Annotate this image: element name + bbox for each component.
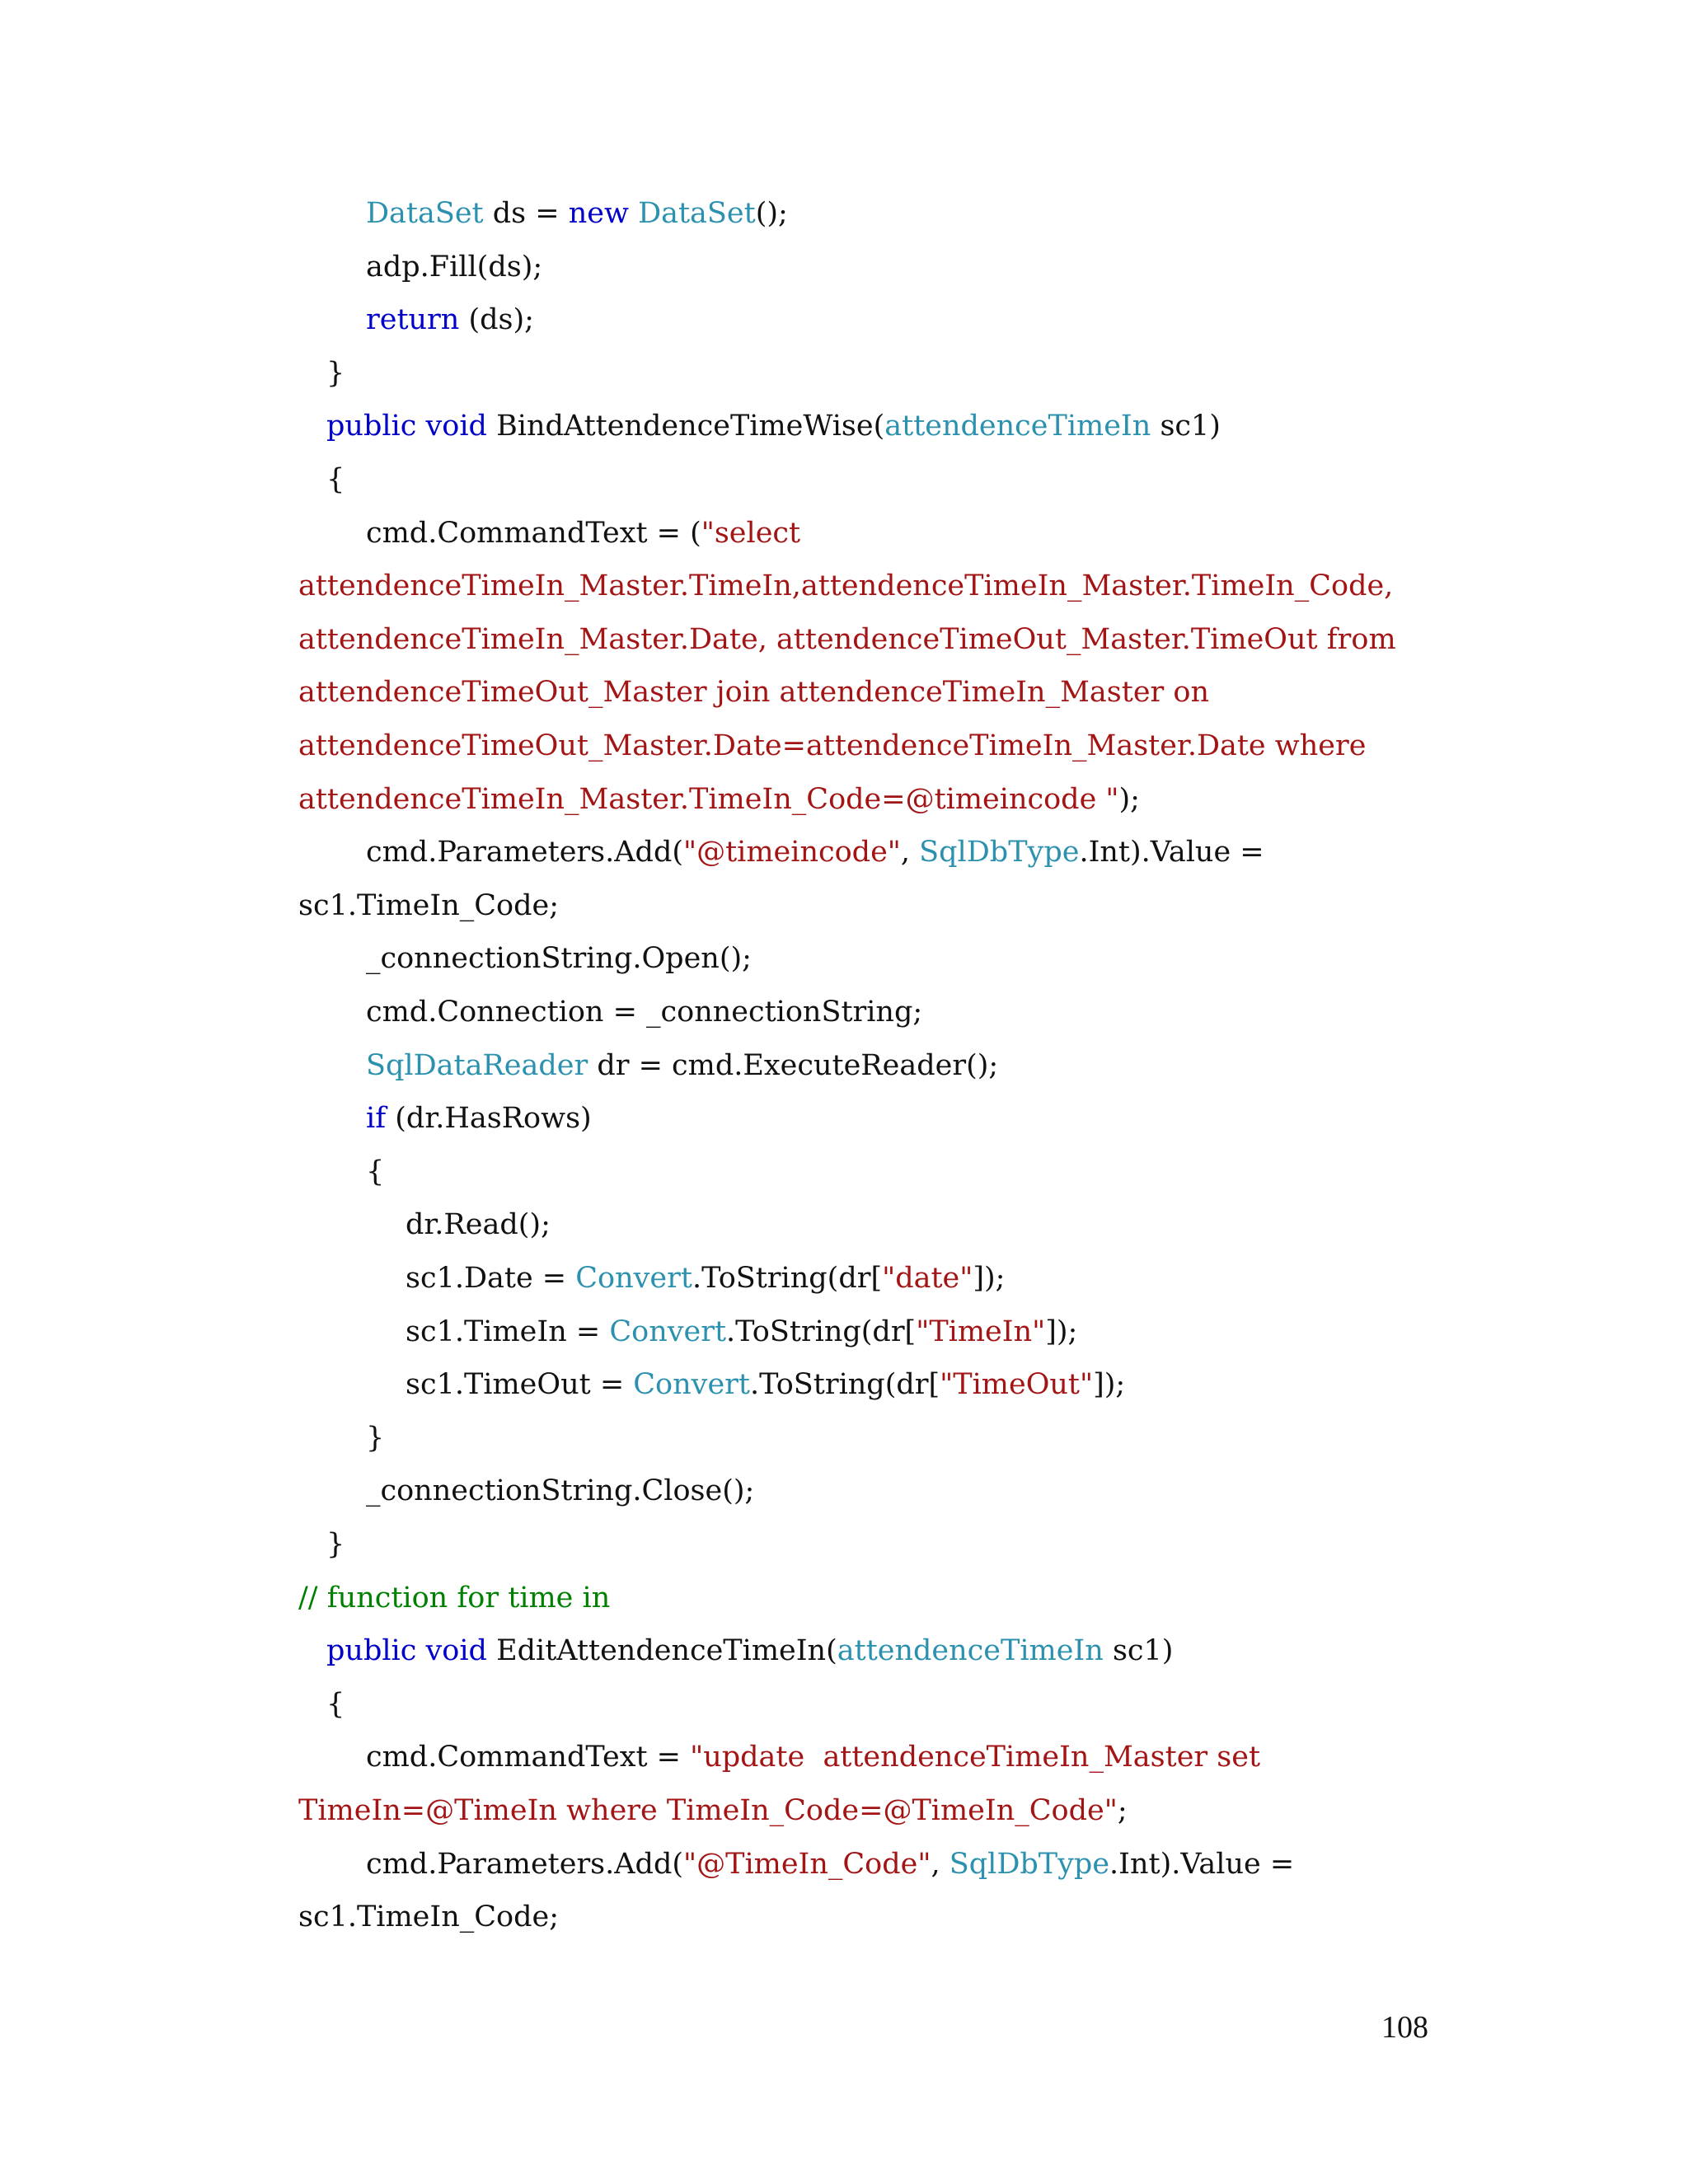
code-token-text: sc1.TimeIn = — [406, 1315, 610, 1348]
code-token-text: _connectionString.Close(); — [366, 1474, 755, 1508]
code-token-keyword: public — [326, 410, 417, 443]
code-line — [298, 1786, 1128, 1835]
code-token-string: TimeIn=@TimeIn where TimeIn_Code=@TimeIn_Code" — [298, 1794, 1118, 1827]
code-line — [366, 1840, 1294, 1889]
code-line — [406, 1200, 551, 1249]
code-token-string: "date" — [882, 1262, 973, 1295]
code-token-string: "@timeincode" — [683, 836, 901, 869]
code-token-string: attendenceTimeIn_Master.TimeIn,attendenceTimeIn_Master.TimeIn_Code, — [298, 569, 1394, 603]
code-line — [406, 1360, 1125, 1409]
code-line — [366, 1147, 384, 1197]
code-token-text — [416, 410, 425, 443]
code-token-string: "@TimeIn_Code" — [683, 1847, 931, 1881]
code-token-text: ds = — [483, 197, 569, 230]
code-token-string: attendenceTimeOut_Master join attendenceTimeIn_Master on — [298, 676, 1209, 710]
code-token-text: sc1.Date = — [406, 1262, 576, 1295]
code-token-type: Convert — [609, 1315, 727, 1348]
code-line — [406, 1307, 1077, 1357]
code-token-type: SqlDbType — [949, 1847, 1110, 1881]
code-line — [298, 1573, 610, 1623]
code-token-string: "select — [701, 516, 801, 550]
code-line — [366, 1413, 384, 1463]
code-token-keyword: void — [425, 1634, 487, 1668]
code-token-text: } — [366, 1421, 385, 1455]
code-token-text: , — [900, 836, 920, 869]
code-token-text: } — [326, 1528, 345, 1561]
code-token-text: .Int).Value = — [1079, 836, 1264, 869]
code-token-text: sc1.TimeOut = — [406, 1368, 634, 1402]
code-token-string: "TimeIn" — [916, 1315, 1046, 1348]
code-token-text: cmd.Parameters.Add( — [366, 1847, 683, 1881]
code-token-keyword: return — [366, 303, 460, 337]
code-token-keyword: public — [326, 1634, 417, 1668]
code-token-type: Convert — [633, 1368, 750, 1402]
code-line — [366, 189, 788, 238]
code-token-type: attendenceTimeIn — [884, 410, 1151, 443]
code-line — [326, 1626, 1173, 1675]
code-token-text: ); — [1118, 782, 1140, 816]
code-line — [326, 1680, 345, 1729]
code-token-type: DataSet — [638, 197, 756, 230]
code-line — [298, 615, 1396, 664]
code-token-type: Convert — [575, 1262, 692, 1295]
code-line — [326, 401, 1221, 451]
code-token-text: } — [326, 356, 345, 390]
code-line — [298, 668, 1209, 717]
code-line — [366, 1041, 998, 1090]
code-token-type: SqlDbType — [919, 836, 1080, 869]
code-line — [326, 349, 345, 398]
code-line — [298, 775, 1140, 824]
code-token-type: DataSet — [366, 197, 484, 230]
code-line — [366, 827, 1264, 877]
code-token-string: "TimeOut" — [940, 1368, 1094, 1402]
code-line — [366, 295, 534, 344]
code-line — [366, 934, 752, 983]
code-token-keyword: void — [425, 410, 487, 443]
code-line — [366, 1094, 592, 1143]
code-token-text: , — [931, 1847, 950, 1881]
code-token-text: ]); — [1093, 1368, 1126, 1402]
code-token-text: sc1) — [1103, 1634, 1174, 1668]
code-token-type: SqlDataReader — [366, 1048, 588, 1082]
code-token-text: adp.Fill(ds); — [366, 250, 543, 284]
code-line — [366, 987, 922, 1037]
code-token-text: .ToString(dr[ — [692, 1262, 883, 1295]
code-token-text: { — [326, 463, 345, 496]
code-token-text: (); — [755, 197, 788, 230]
code-line — [366, 509, 800, 558]
code-line — [298, 881, 559, 930]
code-token-text: ]); — [973, 1262, 1006, 1295]
code-line — [298, 561, 1393, 611]
code-token-text: (ds); — [459, 303, 534, 337]
code-token-text: sc1.TimeIn_Code; — [298, 888, 560, 922]
code-token-text: sc1.TimeIn_Code; — [298, 1900, 560, 1934]
code-line — [298, 1892, 559, 1942]
code-token-text — [629, 197, 638, 230]
code-token-text: ; — [1117, 1794, 1128, 1827]
code-token-text: .ToString(dr[ — [749, 1368, 940, 1402]
code-token-comment: // function for time in — [298, 1581, 611, 1615]
code-token-text: BindAttendenceTimeWise( — [486, 410, 885, 443]
code-token-text: _connectionString.Open(); — [366, 942, 752, 976]
code-token-text: EditAttendenceTimeIn( — [486, 1634, 837, 1668]
code-token-text: { — [326, 1687, 345, 1721]
code-line — [298, 721, 1366, 771]
code-token-text: cmd.Parameters.Add( — [366, 836, 683, 869]
code-line — [366, 1466, 754, 1516]
code-token-text: .Int).Value = — [1109, 1847, 1295, 1881]
code-line — [326, 1520, 345, 1569]
code-token-string: attendenceTimeOut_Master.Date=attendenceTimeIn_Master.Date where — [298, 729, 1367, 762]
code-token-string: "update attendenceTimeIn_Master set — [690, 1741, 1261, 1774]
code-line — [326, 455, 345, 504]
code-token-text: sc1) — [1151, 410, 1221, 443]
code-token-text: cmd.Connection = _connectionString; — [366, 996, 923, 1029]
code-line — [406, 1254, 1005, 1303]
code-token-text: .ToString(dr[ — [726, 1315, 917, 1348]
code-token-text: cmd.CommandText = — [366, 1741, 691, 1774]
code-token-keyword: if — [366, 1102, 387, 1136]
code-token-keyword: new — [568, 197, 629, 230]
code-token-text: dr.Read(); — [406, 1208, 551, 1242]
code-token-text: { — [366, 1155, 385, 1188]
code-token-string: attendenceTimeIn_Master.TimeIn_Code=@timeincode " — [298, 782, 1119, 816]
code-token-text: ]); — [1045, 1315, 1078, 1348]
code-token-text: dr = cmd.ExecuteReader(); — [588, 1048, 999, 1082]
code-token-string: attendenceTimeIn_Master.Date, attendenceTimeOut_Master.TimeOut from — [298, 622, 1396, 656]
code-token-text: cmd.CommandText = ( — [366, 516, 701, 550]
code-token-text — [416, 1634, 425, 1667]
code-line — [366, 242, 542, 292]
code-token-type: attendenceTimeIn — [837, 1634, 1104, 1668]
code-line — [366, 1732, 1260, 1782]
code-token-text: (dr.HasRows) — [386, 1102, 592, 1136]
page-number: 108 — [1381, 2010, 1428, 2045]
